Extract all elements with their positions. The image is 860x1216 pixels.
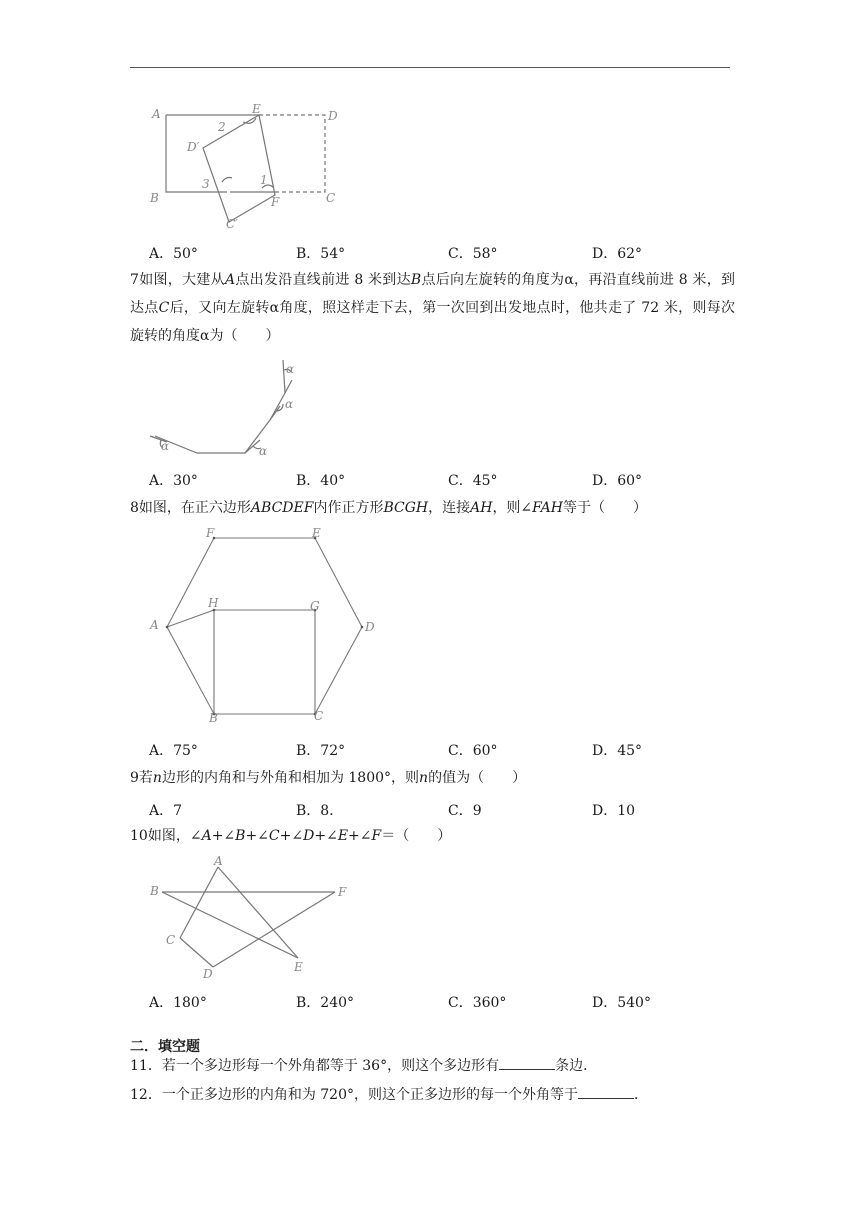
- q6-label-d: D: [328, 109, 338, 123]
- q6-label-a: A: [152, 107, 161, 121]
- q8-label-b: B: [209, 711, 218, 725]
- q6-label-f: F: [271, 195, 280, 209]
- q11-part: 条边．: [555, 1058, 598, 1074]
- q6-label-b: B: [150, 191, 159, 205]
- q8-text: [130, 494, 735, 522]
- q10-figure: [140, 850, 360, 989]
- q10-var: A: [201, 828, 212, 844]
- q7-alpha-4: α: [286, 362, 295, 376]
- q10-text: [130, 822, 735, 850]
- q7-figure: [145, 358, 305, 464]
- q9-option-a[interactable]: A．7: [149, 803, 183, 819]
- q7-var: B: [410, 272, 422, 288]
- q10-part: +∠: [245, 828, 269, 844]
- q8-part: ，则∠: [492, 500, 533, 516]
- q10-part: 如图，∠: [147, 828, 202, 844]
- q8-number: 8: [130, 500, 139, 516]
- q8-label-a: A: [150, 618, 159, 632]
- q10-var: B: [235, 828, 246, 844]
- q6-label-e: E: [252, 102, 261, 116]
- q7-var: A: [224, 272, 236, 288]
- q10-part: +∠: [211, 828, 236, 844]
- q6-option-a[interactable]: A．50°: [149, 246, 198, 262]
- q8-figure: [140, 522, 390, 731]
- q10-label-c: C: [166, 933, 176, 947]
- q9-text: [130, 764, 735, 792]
- q8-option-d[interactable]: D．45°: [592, 743, 643, 759]
- q11-number: 11．: [130, 1058, 162, 1074]
- q9-part: 边形的内角和与外角和相加为 1800°，则: [161, 770, 420, 786]
- q10-var: C: [268, 828, 280, 844]
- q7-option-b[interactable]: B．40°: [296, 473, 346, 489]
- q8-label-d: D: [365, 620, 375, 634]
- q10-part: +∠: [279, 828, 304, 844]
- q6-label-dprime: D′: [187, 140, 200, 154]
- q8-part: ，连接: [428, 500, 471, 516]
- q10-option-a[interactable]: A．180°: [149, 995, 207, 1011]
- q7-part: 点出发沿直线前进 8 米到达: [235, 272, 411, 288]
- q9-var: n: [152, 770, 162, 786]
- q11-text: [130, 1052, 735, 1080]
- q8-label-e: E: [312, 526, 321, 540]
- q7-part: 后，又向左旋转α角度，照这样走下去，第一次回到出发地点时，他共走了 72 米，则每次旋转的角度α为（ ）: [130, 300, 735, 344]
- q8-option-b[interactable]: B．72°: [296, 743, 346, 759]
- q10-option-c[interactable]: C．360°: [448, 995, 507, 1011]
- q10-label-f: F: [338, 885, 347, 899]
- q8-var: AH: [470, 500, 493, 516]
- q10-var: D: [303, 828, 315, 844]
- q10-var: E: [337, 828, 349, 844]
- section-title: 二．填空题: [130, 1039, 200, 1055]
- q10-label-a: A: [214, 854, 223, 868]
- q10-option-d[interactable]: D．540°: [592, 995, 651, 1011]
- q7-part: 点后向左旋转的角度为α，再沿直线前进 8 米，到达点: [130, 272, 736, 316]
- q8-option-c[interactable]: C．60°: [448, 743, 498, 759]
- q8-options: [149, 740, 709, 760]
- header-rule: [130, 67, 730, 68]
- q9-options: [149, 800, 709, 820]
- q10-part: +∠: [314, 828, 338, 844]
- q7-alpha-1: α: [161, 439, 170, 453]
- q6-label-3: 3: [202, 177, 210, 191]
- q10-part: +∠: [348, 828, 372, 844]
- q8-part: 等于（ ）: [563, 500, 647, 516]
- q7-var: C: [158, 300, 170, 316]
- q8-option-a[interactable]: A．75°: [149, 743, 198, 759]
- q12-number: 12．: [130, 1087, 162, 1103]
- q9-option-d[interactable]: D．10: [592, 803, 636, 819]
- q7-text: [130, 266, 735, 350]
- q7-number: 7: [130, 272, 139, 288]
- q9-option-c[interactable]: C．9: [448, 803, 482, 819]
- q8-var: FAH: [532, 500, 563, 516]
- q6-label-1: 1: [260, 173, 268, 187]
- q11-answer-blank[interactable]: [499, 1055, 555, 1070]
- q10-label-b: B: [150, 884, 159, 898]
- q6-option-c[interactable]: C．58°: [448, 246, 498, 262]
- q9-option-b[interactable]: B．8．: [296, 803, 344, 819]
- q12-part: ．: [634, 1087, 648, 1103]
- q9-var: n: [419, 770, 429, 786]
- q10-options: [149, 992, 709, 1012]
- q12-answer-blank[interactable]: [578, 1084, 634, 1099]
- q8-label-h: H: [208, 596, 219, 610]
- q6-options: [149, 243, 709, 263]
- q8-part: 如图，在正六边形: [138, 500, 251, 516]
- q6-label-c: C: [326, 191, 336, 205]
- q8-part: 内作正方形: [313, 500, 384, 516]
- q7-option-d[interactable]: D．60°: [592, 473, 643, 489]
- q10-label-e: E: [294, 960, 303, 974]
- q7-part: 如图，大建从: [138, 272, 225, 288]
- q11-part: 若一个多边形每一个外角都等于 36°，则这个多边形有: [161, 1058, 500, 1074]
- q7-option-a[interactable]: A．30°: [149, 473, 198, 489]
- q9-number: 9: [130, 770, 139, 786]
- q8-label-c: C: [314, 709, 324, 723]
- q12-part: 一个正多边形的内角和为 720°，则这个正多边形的每一个外角等于: [161, 1087, 578, 1103]
- q7-alpha-3: α: [285, 397, 294, 411]
- q6-option-d[interactable]: D．62°: [592, 246, 643, 262]
- q10-part: ＝（ ）: [381, 828, 452, 844]
- q6-option-b[interactable]: B．54°: [296, 246, 346, 262]
- q10-number: 10: [130, 828, 148, 844]
- q9-part: 若: [138, 770, 153, 786]
- q6-label-2: 2: [218, 120, 226, 134]
- q7-alpha-2: α: [259, 444, 268, 458]
- q10-option-b[interactable]: B．240°: [296, 995, 355, 1011]
- q10-var: F: [371, 828, 382, 844]
- q10-label-d: D: [203, 967, 213, 981]
- q6-figure: [140, 100, 350, 239]
- q6-label-cprime: C′: [226, 217, 238, 231]
- q8-label-f: F: [206, 526, 215, 540]
- q7-option-c[interactable]: C．45°: [448, 473, 498, 489]
- q8-var: BCGH: [383, 500, 429, 516]
- q8-label-g: G: [310, 599, 320, 613]
- q7-options: [149, 470, 709, 490]
- q12-text: [130, 1081, 735, 1109]
- q8-var: ABCDEF: [250, 500, 314, 516]
- q9-part: 的值为（ ）: [428, 770, 527, 786]
